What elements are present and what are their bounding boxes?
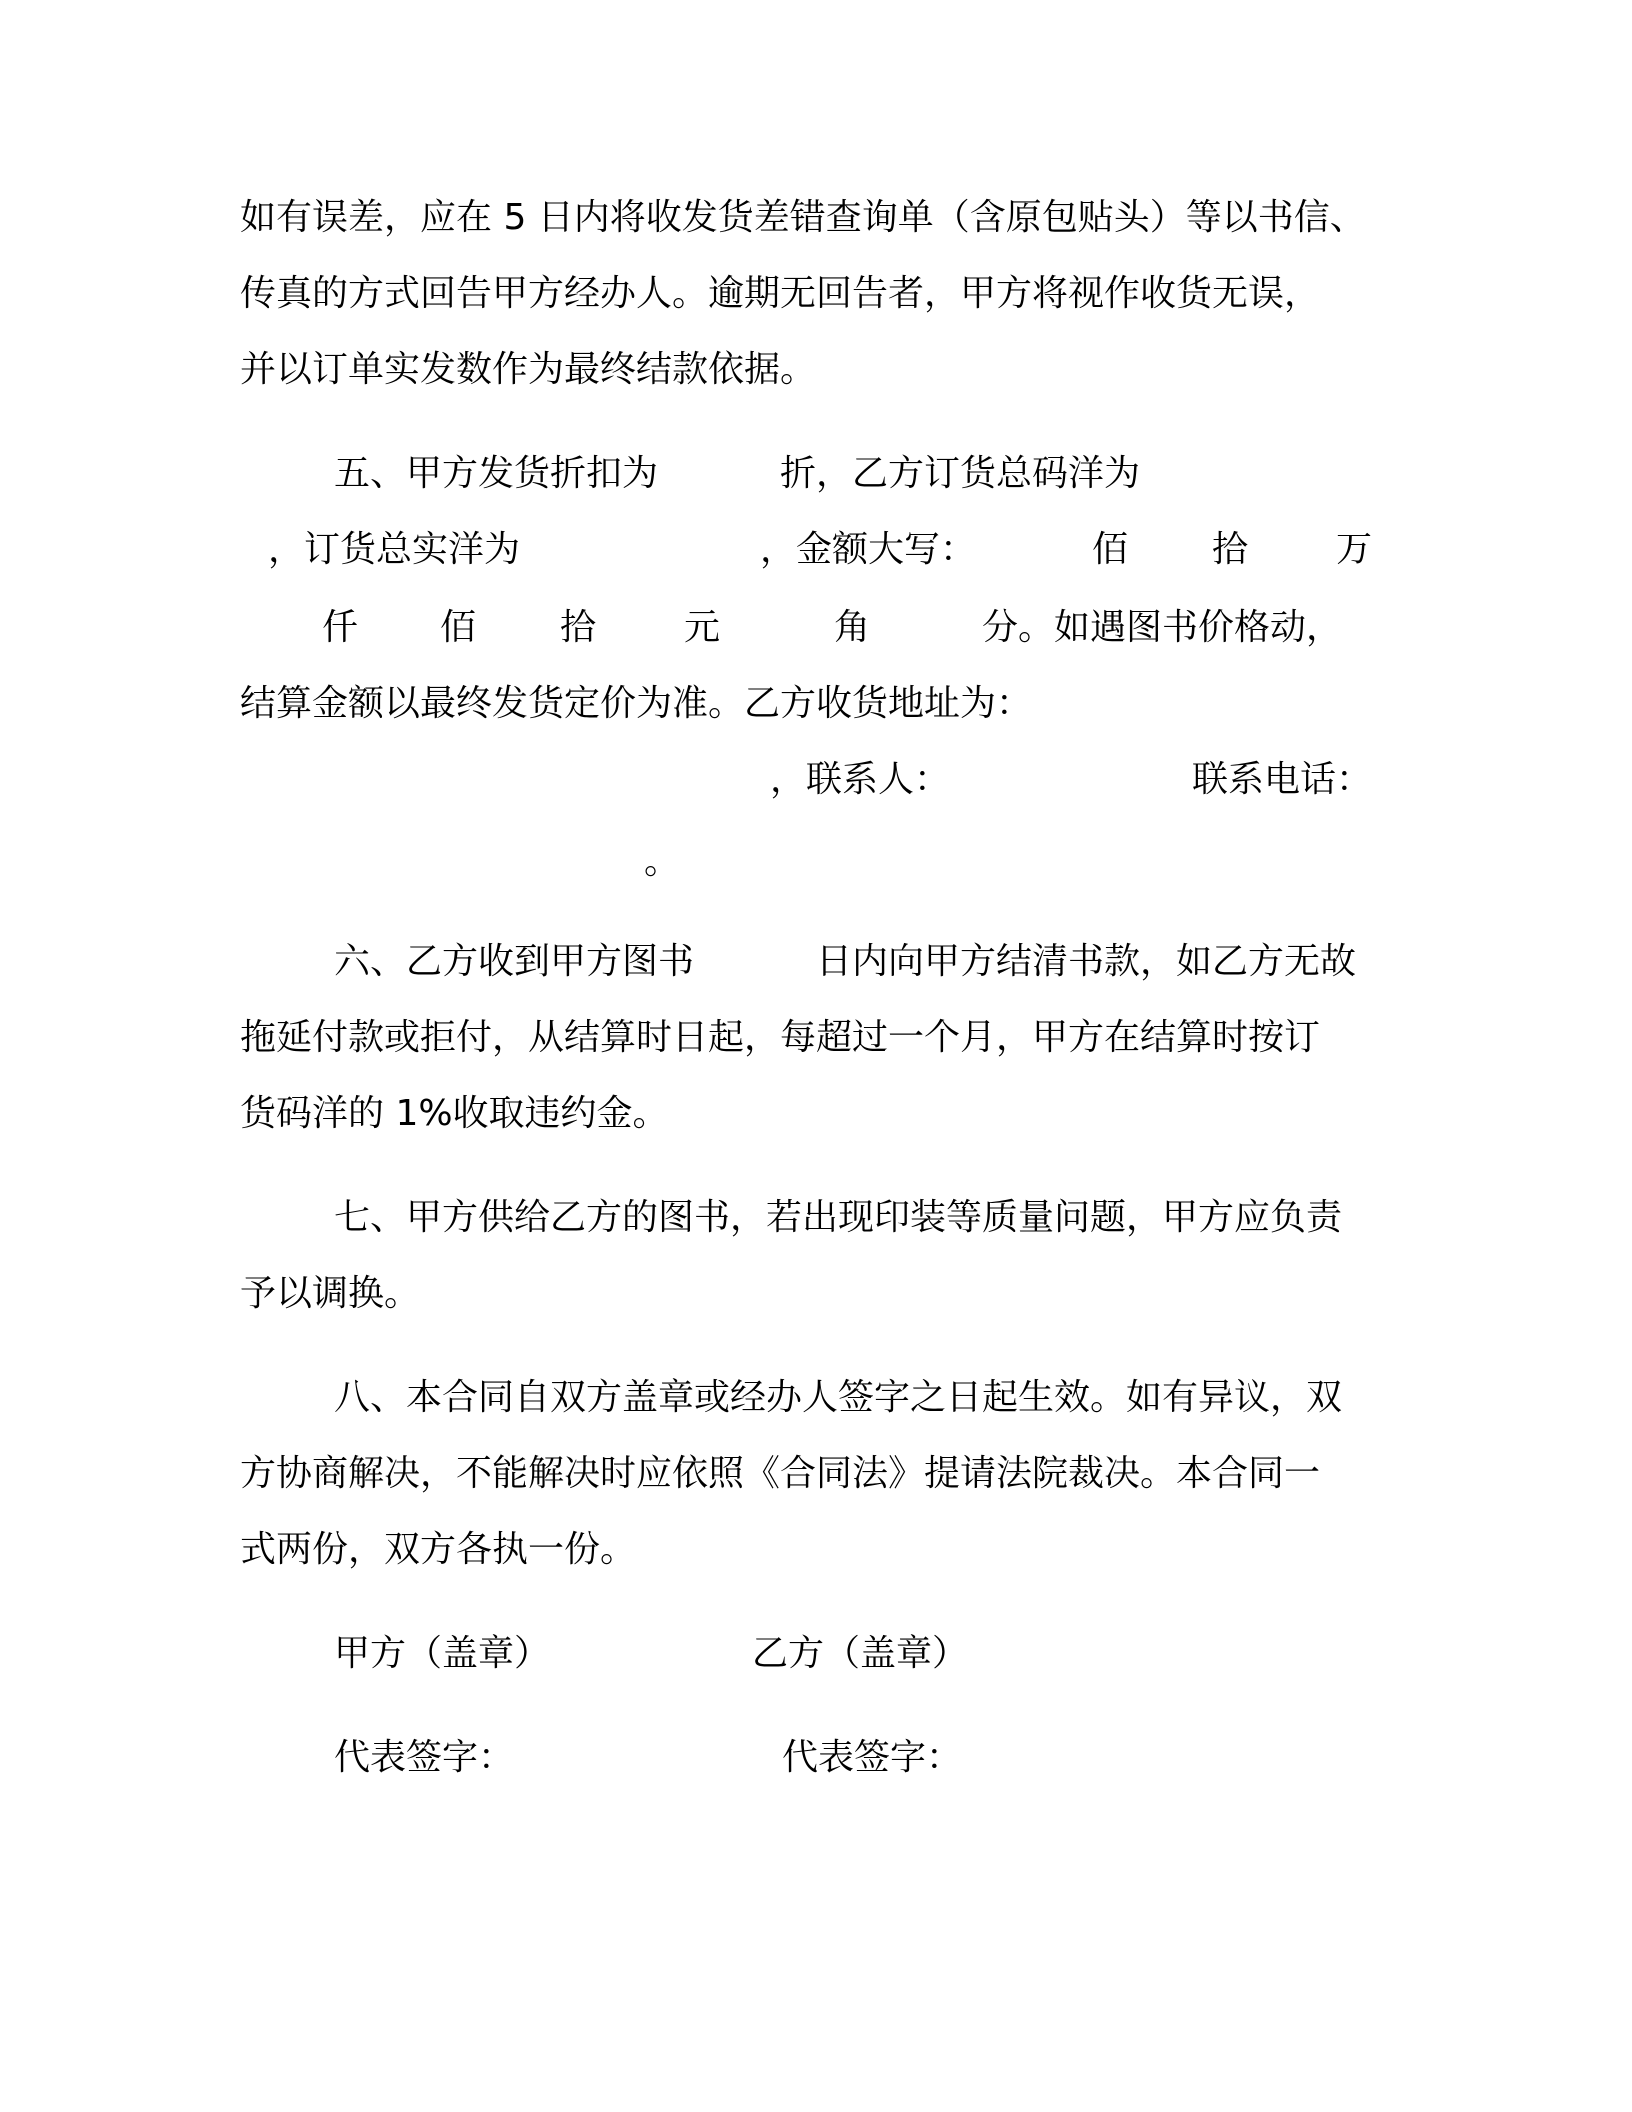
clause-5-line-4: 结算金额以最终发货定价为准。乙方收货地址为： bbox=[240, 683, 1033, 724]
clause-5-amount-words-label: ，金额大写： bbox=[760, 529, 977, 570]
amount-unit-bai: 佰 bbox=[1092, 529, 1129, 570]
clause-4-line-1: 如有误差，应在 5 日内将收发货差错查询单（含原包贴头）等以书信、 bbox=[240, 197, 1366, 238]
clause-8-line-1: 八、本合同自双方盖章或经办人签字之日起生效。如有异议，双 bbox=[334, 1377, 1343, 1418]
clause-8-line-2: 方协商解决，不能解决时应依照《合同法》提请法院裁决。本合同一 bbox=[240, 1453, 1321, 1494]
clause-5-price-change-text: 分。如遇图书价格动， bbox=[982, 607, 1343, 648]
amount-unit-qian: 仟 bbox=[322, 607, 359, 648]
clause-4-line-3: 并以订单实发数作为最终结款依据。 bbox=[240, 349, 817, 390]
clause-5-contact-label: ，联系人： bbox=[770, 759, 951, 800]
party-a-representative-label: 代表签字： bbox=[334, 1737, 515, 1778]
amount-unit-shi-2: 拾 bbox=[560, 607, 597, 648]
clause-7-line-1: 七、甲方供给乙方的图书，若出现印装等质量问题，甲方应负责 bbox=[334, 1197, 1343, 1238]
amount-unit-yuan: 元 bbox=[684, 607, 721, 648]
party-b-representative-label: 代表签字： bbox=[782, 1737, 963, 1778]
clause-5-total-list-price-label: 折，乙方订货总码洋为 bbox=[780, 453, 1141, 494]
amount-unit-shi: 拾 bbox=[1212, 529, 1249, 570]
clause-6-line-1a: 六、乙方收到甲方图书 bbox=[334, 941, 695, 982]
clause-5-total-net-price-label: ，订货总实洋为 bbox=[268, 529, 521, 570]
clause-7-line-2: 予以调换。 bbox=[240, 1273, 421, 1314]
clause-6-line-1b: 日内向甲方结清书款，如乙方无故 bbox=[816, 941, 1357, 982]
clause-8-line-3: 式两份，双方各执一份。 bbox=[240, 1529, 637, 1570]
clause-5-phone-label: 联系电话： bbox=[1192, 759, 1373, 800]
clause-5-end-period: 。 bbox=[644, 841, 681, 882]
clause-5-discount-label: 五、甲方发货折扣为 bbox=[334, 453, 659, 494]
clause-4-line-2: 传真的方式回告甲方经办人。逾期无回告者，甲方将视作收货无误， bbox=[240, 273, 1321, 314]
amount-unit-jiao: 角 bbox=[834, 607, 871, 648]
clause-6-line-3: 货码洋的 1%收取违约金。 bbox=[240, 1093, 669, 1134]
party-b-seal-label: 乙方（盖章） bbox=[752, 1633, 969, 1674]
amount-unit-bai-2: 佰 bbox=[440, 607, 477, 648]
party-a-seal-label: 甲方（盖章） bbox=[334, 1633, 551, 1674]
amount-unit-wan: 万 bbox=[1336, 529, 1373, 570]
clause-6-line-2: 拖延付款或拒付，从结算时日起，每超过一个月，甲方在结算时按订 bbox=[240, 1017, 1321, 1058]
